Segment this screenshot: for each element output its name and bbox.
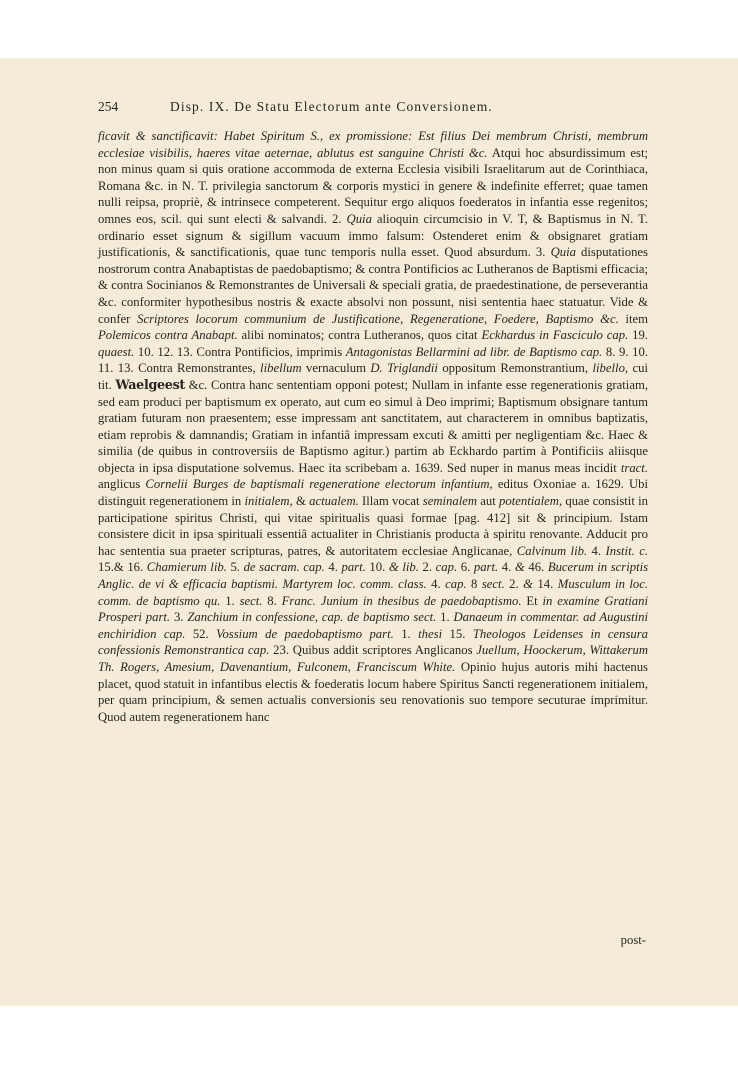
italic-text-run: Danaeum in commentar. ad Augustini enchiridion cap.	[98, 610, 649, 641]
italic-text-run: seminalem	[422, 494, 478, 509]
italic-text-run: sect.	[481, 577, 505, 592]
text-run: 4.	[498, 560, 515, 575]
text-run: disputationes nostrorum contra Anabaptistas de paedobaptismo; & contra Pontificios ac Lutheranos de Baptismi efficacia; & contra Socinianos & Remonstrantes de Universali & speciali gratia, de praedestinatione, de perseverantia &c. conformiter hypothesibus nostris & exacte absolvi non possunt, nisi sententia haec statuatur. Vide & confer	[98, 245, 648, 326]
text-run: 8.	[262, 593, 282, 608]
italic-text-run: Musculum in loc. comm. de baptismo qu.	[98, 577, 649, 608]
italic-text-run: part.	[341, 560, 366, 575]
text-run: aut	[477, 494, 500, 509]
italic-text-run: de sacram. cap.	[243, 560, 325, 575]
text-run: 5.	[226, 560, 244, 575]
italic-text-run: Quia	[346, 211, 372, 226]
text-run: 8	[466, 577, 482, 592]
book-page	[0, 58, 738, 1006]
italic-text-run: libello,	[592, 361, 629, 376]
italic-text-run: libellum	[260, 361, 302, 376]
text-run: alibi nominatos; contra Lutheranos, quos citat	[237, 328, 482, 343]
italic-text-run: tract.	[620, 460, 648, 475]
italic-text-run: Bucerum in scriptis Anglic. de vi & efficacia baptismi. Martyrem loc. comm. class.	[98, 560, 649, 592]
text-run: 4.	[426, 577, 446, 592]
italic-text-run: Zanchium in confessione, cap. de baptismo sect.	[187, 610, 437, 625]
body-text	[98, 128, 648, 725]
text-run: anglicus	[98, 477, 146, 492]
italic-text-run: D. Triglandii	[370, 361, 438, 376]
text-run: 8. 9. 10. 11. 13. Contra Remonstrantes,	[98, 344, 648, 376]
text-run: quae consistit in participatione spiritus Christi, qui vitae spiritualis quasi formae [pag. 412] sit & principium. Istam consistere dicit in ipsa spirituali essentiâ actualiter in Christianis producta à spiritu renovante. Adducit pro hac sententia sua praeter scripturas, patres, & autoritatem ecclesiae Anglicanae,	[98, 494, 648, 558]
italic-text-run: & lib.	[388, 560, 419, 575]
italic-text-run: Cornelii Burges de baptismali regeneratione electorum infantium,	[145, 477, 493, 492]
text-run: Illam vocat	[358, 494, 423, 509]
text-run: 10. 12. 13. Contra Pontificios, imprimis	[134, 344, 346, 359]
text-run: alioquin circumcisio in V. T, & Baptismus in N. T. ordinario esset signum & sigillum vacuum immo falsum: Ostenderet enim & obsignaret gratiam justificationis, & sanctificationis, quae tunc temporis nulla esset. Quod absurdum. 3.	[98, 211, 648, 260]
italic-text-run: Juellum, Hoockerum, Wittakerum Th. Rogers, Amesium, Davenantium, Fulconem, Franciscum White.	[98, 643, 648, 674]
text-run: 4.	[587, 543, 606, 558]
text-run: vernaculum	[301, 361, 371, 376]
italic-text-run: thesi	[418, 626, 443, 641]
italic-text-run: Chamierum lib.	[146, 560, 227, 575]
text-run: item	[618, 311, 648, 326]
page-number: 254	[98, 99, 119, 114]
italic-text-run: ficavit & sanctificavit: Habet Spiritum S., ex promissione: Est filius Dei membrum Christi, membrum ecclesiae visibilis, haeres vitae aeternae, ablutus est sanguine Christi &c.	[98, 129, 648, 160]
text-run: 19.	[628, 328, 648, 343]
catchword: post-	[620, 933, 646, 947]
italic-text-run: actualem.	[309, 494, 359, 509]
text-run: 6.	[457, 560, 474, 575]
italic-text-run: part.	[473, 560, 499, 575]
italic-text-run: Franc. Junium in thesibus de paedobaptismo.	[281, 593, 522, 608]
italic-text-run: potentialem,	[499, 494, 563, 509]
text-run: 15.	[442, 626, 473, 641]
text-run: &c. Contra hanc sententiam opponi potest; Nullam in infante esse regenerationis gratiam, sed eam produci per baptismum ex operato, aut cum eo simul à Deo imprimi; Baptismum obsignare tantum gratiam futuram non praesentem; esse impressam ant sanctitatem, aut characterem in omnibus baptizatis, etiam reprobis & damnandis; Gratiam in infantiâ impressam excuti & amitti per negligentiam &c. Haec & similia (de quibus in controversiis de Baptismo agitur.) partim ab Eckhardo partim à Pontificiis aliisque objecta in ipsa disputatione solvemus. Haec ita scribebam a. 1639. Sed nuper in manus meas incidit	[98, 377, 649, 475]
italic-text-run: Instit. c.	[605, 543, 649, 558]
text-run: 10.	[365, 560, 389, 575]
text-run: oppositum Remonstrantium,	[437, 361, 593, 376]
italic-text-run: Eckhardus in Fasciculo cap.	[481, 328, 629, 343]
italic-text-run: Polemicos contra Anabapt.	[98, 328, 238, 343]
italic-text-run: Theologos Leidenses in censura confessionis Remonstrantica cap.	[98, 626, 649, 658]
italic-text-run: Quia	[550, 245, 576, 260]
italic-text-run: initialem,	[244, 494, 293, 509]
running-head: Disp. IX. De Statu Electorum ante Conversionem.	[170, 99, 493, 114]
text-run: 2.	[504, 577, 524, 592]
italic-text-run: Antagonistas Bellarmini ad libr. de Baptismo cap.	[345, 344, 603, 359]
text-run: Opinio hujus autoris mihi hactenus placet, quod statuit in infantibus electis & foederatis locum habere Spiritus Sancti regenerationem initialem, per quam principium, & semen actualis conversionis seu renovationis suo tempore secuturae imprimitur. Quod autem regenerationem hanc	[98, 660, 648, 724]
text-run: 1.	[393, 626, 419, 641]
italic-text-run: Calvinum lib.	[516, 543, 588, 558]
italic-text-run: sect.	[239, 593, 263, 608]
text-run: &	[292, 494, 310, 509]
italic-text-run: cap.	[435, 560, 458, 575]
italic-text-run: Vossium de paedobaptismo part.	[216, 626, 394, 641]
text-run: 3.	[170, 610, 188, 625]
text-run: editus Oxoniae a. 1629. Ubi distinguit regenerationem in	[98, 477, 648, 509]
text-run: 14.	[533, 577, 558, 592]
text-run: 4.	[324, 560, 342, 575]
blackletter-text-run: Waelgeest	[115, 376, 185, 392]
page-header	[98, 98, 646, 116]
italic-text-run: quaest.	[98, 344, 135, 359]
italic-text-run: Scriptores locorum communium de Justificatione, Regeneratione, Foedere, Baptismo &c.	[137, 311, 619, 326]
text-run: 15.& 16.	[98, 560, 147, 575]
text-run: Atqui hoc absurdissimum est; non minus quam si quis oratione accommoda de externa Ecclesia visibili Israelitarum aut de Corinthiaca, Romana &c. in N. T. privilegia sanctorum & corporis mystici in genere & indefinite efferret; quae tamen nulli reipsa, propriè, & intrinsece competerent. Sequitur ergo aliquos foederatos in infantia esse regenitos; omnes eos, scil. qui sunt electi & salvandi. 2.	[98, 145, 649, 226]
italic-text-run: in examine Gratiani Prosperi part.	[98, 593, 649, 625]
text-run: Et	[521, 593, 543, 608]
italic-text-run: cap.	[445, 577, 467, 592]
text-run: 1.	[436, 610, 454, 625]
text-run: cui tit.	[98, 361, 649, 392]
text-run: 46.	[524, 560, 548, 575]
text-run: 23. Quibus addit scriptores Anglicanos	[269, 643, 477, 658]
italic-text-run: &	[514, 560, 525, 575]
text-run: 1.	[220, 593, 240, 608]
text-run: 2.	[418, 560, 436, 575]
italic-text-run: &	[523, 577, 534, 592]
text-run: 52.	[185, 626, 217, 641]
